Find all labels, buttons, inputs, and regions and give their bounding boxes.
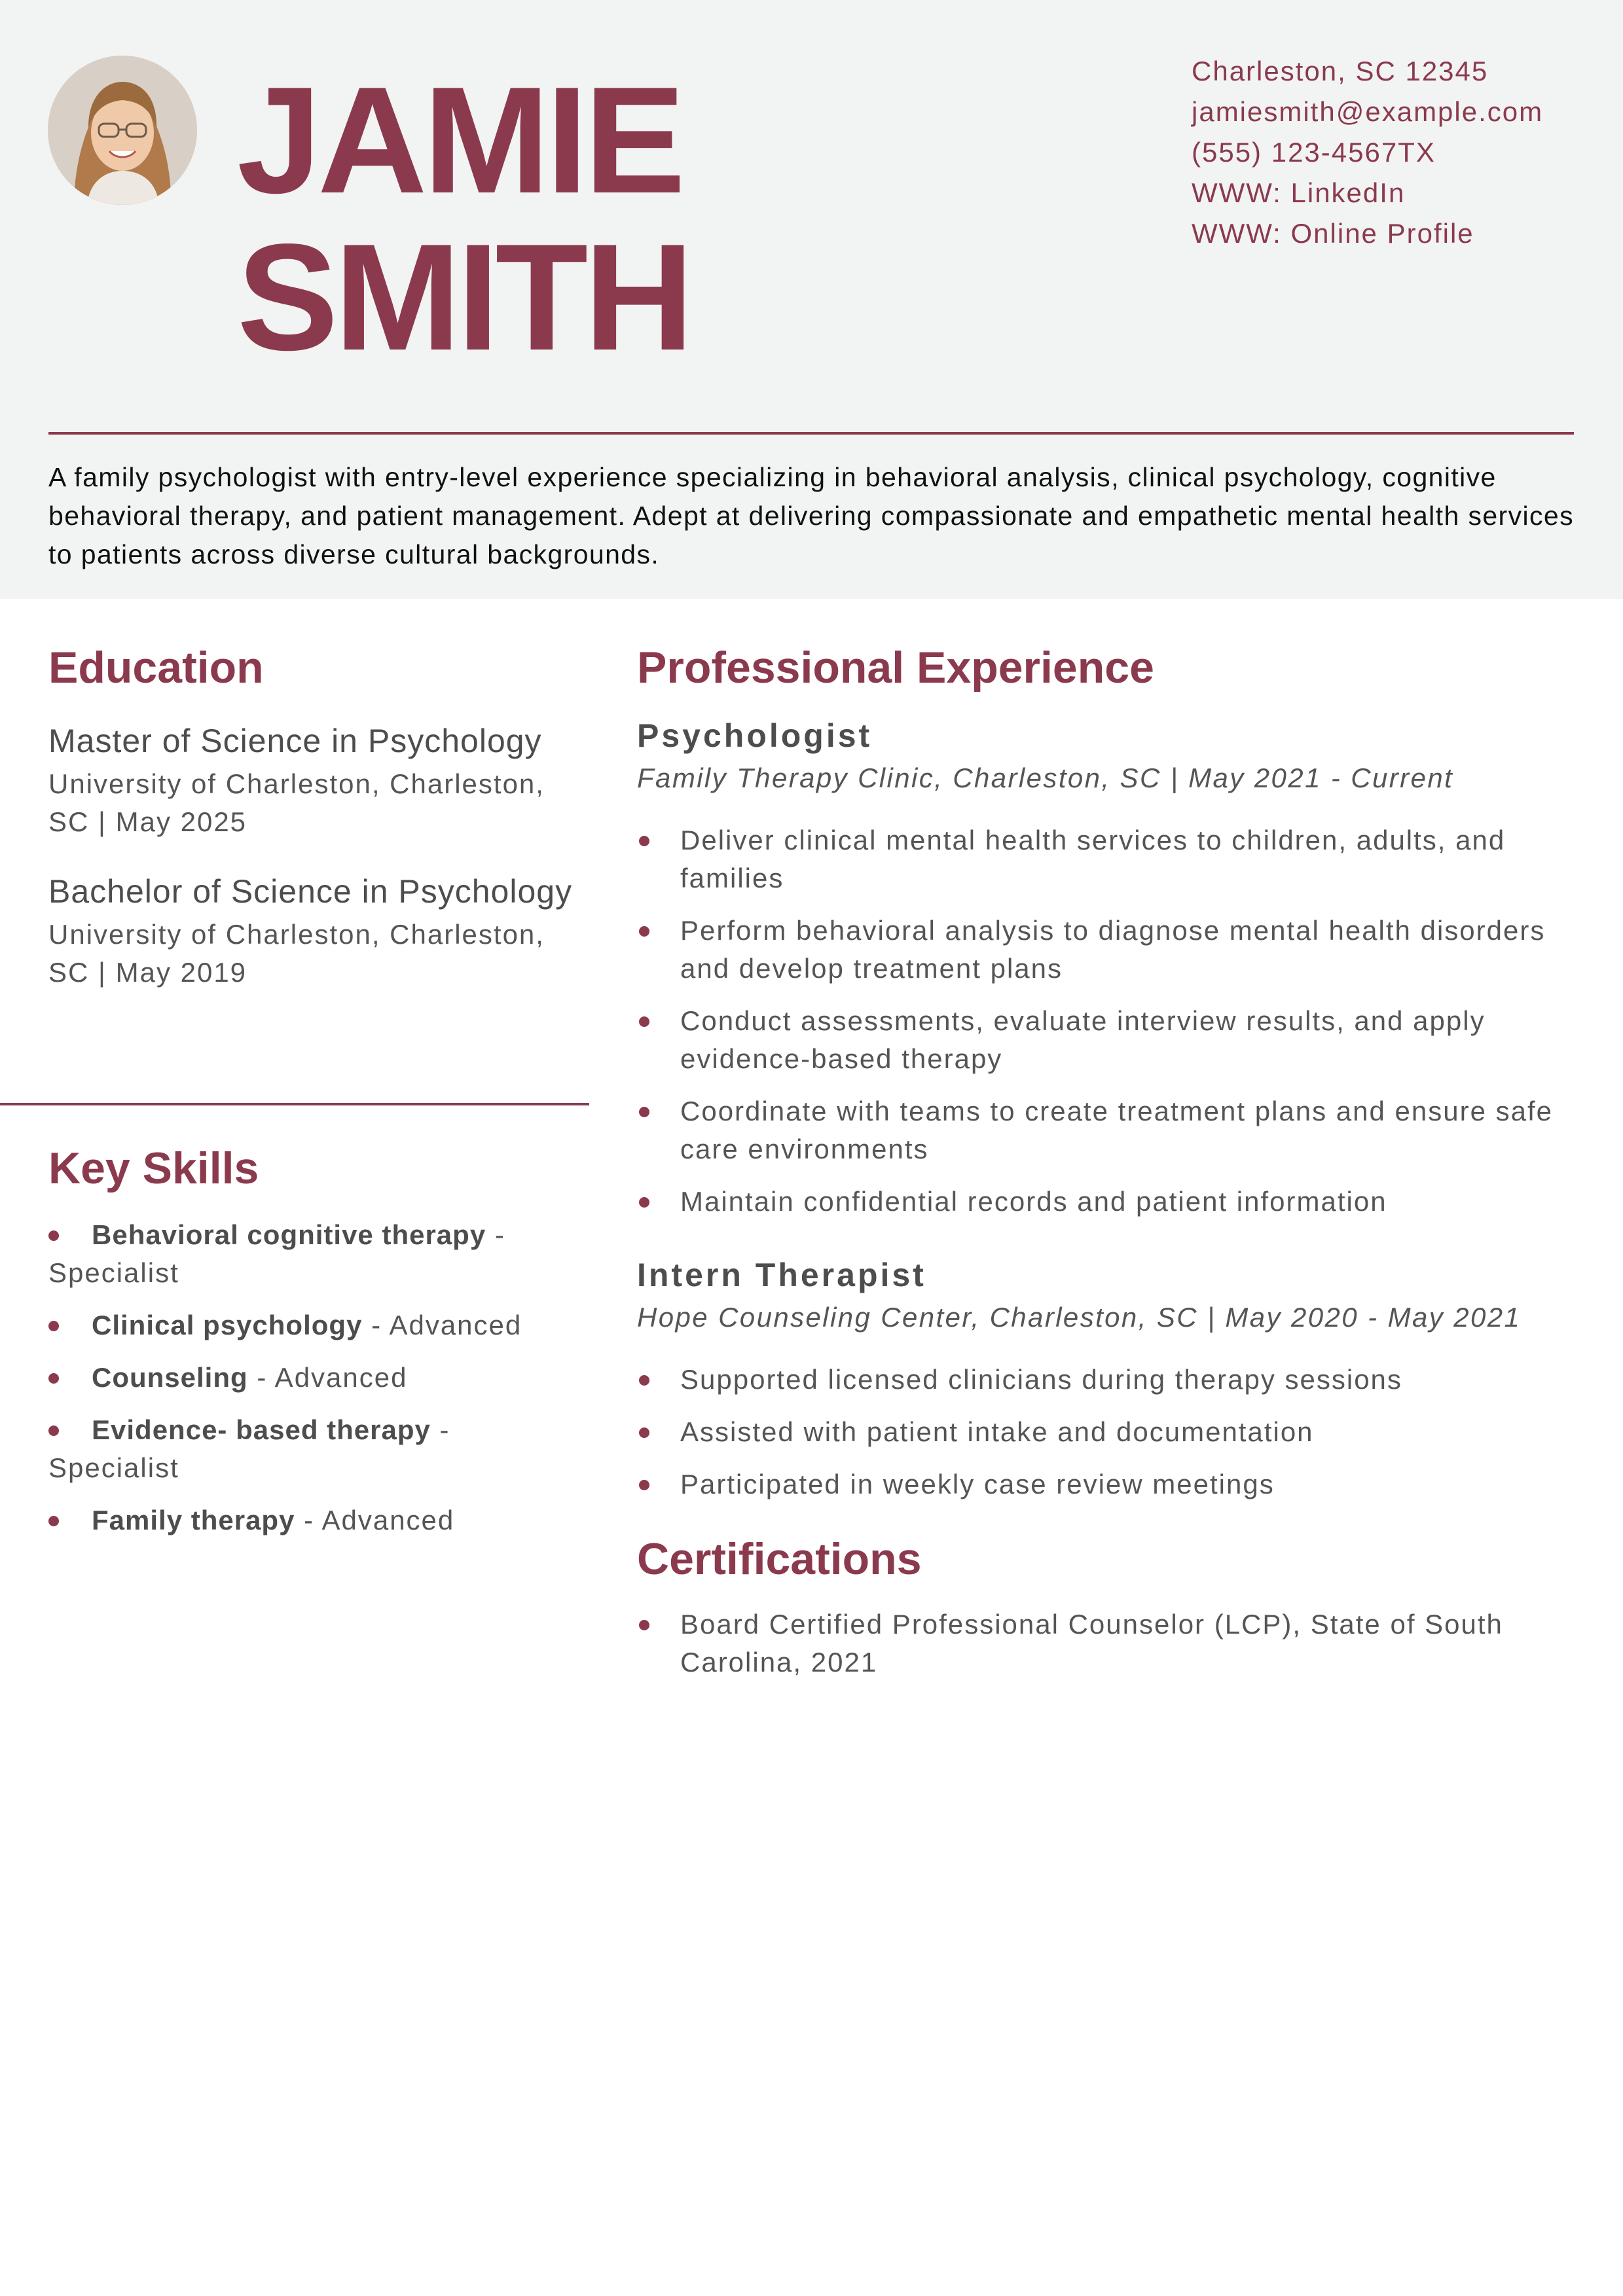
certifications-section bbox=[637, 1530, 1580, 1681]
bullet-dot-icon bbox=[639, 1197, 649, 1208]
profile-photo bbox=[48, 56, 197, 205]
professional-summary: A family psychologist with entry-level experience specializing in behavioral analysis, clinical psychology, cognitive behavioral therapy, and patient management. Adept at delivering compassionate and empathetic mental health services to patients across diverse cultural backgrounds. bbox=[48, 462, 1575, 569]
bullet-dot-icon bbox=[639, 1016, 649, 1027]
skill-name: Behavioral cognitive therapy bbox=[92, 1219, 486, 1250]
skill-item bbox=[48, 1359, 585, 1397]
left-column-divider bbox=[0, 1103, 589, 1105]
contact-phone[interactable]: (555) 123-4567TX bbox=[1192, 137, 1436, 168]
skill-level: - Advanced bbox=[247, 1362, 408, 1393]
bullet-dot-icon bbox=[48, 1373, 59, 1384]
job-meta: Family Therapy Clinic, Charleston, SC | May 2021 - Current bbox=[637, 762, 1454, 793]
skill-name: Counseling bbox=[92, 1362, 248, 1393]
skills-section bbox=[48, 1139, 585, 1539]
education-degree: Master of Science in Psychology bbox=[48, 723, 542, 759]
contact-email[interactable]: jamiesmith@example.com bbox=[1192, 96, 1544, 127]
education-school: University of Charleston, Charleston, SC | May 2025 bbox=[48, 768, 545, 837]
bullet-dot-icon bbox=[48, 1516, 59, 1526]
contact-online-profile[interactable]: WWW: Online Profile bbox=[1192, 218, 1474, 249]
skill-name: Clinical psychology bbox=[92, 1310, 363, 1340]
job-bullets bbox=[637, 1361, 1580, 1503]
job-bullets bbox=[637, 821, 1580, 1221]
job-bullet bbox=[637, 1002, 1580, 1078]
job-bullet bbox=[637, 1465, 1580, 1503]
job-bullet-text: Coordinate with teams to create treatment plans and ensure safe care environments bbox=[680, 1096, 1554, 1164]
bullet-dot-icon bbox=[48, 1230, 59, 1241]
job-entry bbox=[637, 713, 1580, 1221]
job-bullet bbox=[637, 1361, 1580, 1399]
job-bullet-text: Conduct assessments, evaluate interview results, and apply evidence-based therapy bbox=[680, 1005, 1486, 1074]
skill-level: - Specialist bbox=[48, 1414, 450, 1483]
skill-name: Family therapy bbox=[92, 1505, 295, 1535]
bullet-dot-icon bbox=[639, 1427, 649, 1438]
skill-item bbox=[48, 1216, 585, 1292]
job-bullet bbox=[637, 912, 1580, 988]
certification-text: Board Certified Professional Counselor (LCP), State of South Carolina, 2021 bbox=[680, 1609, 1503, 1677]
experience-section bbox=[637, 638, 1580, 1503]
last-name: SMITH bbox=[237, 213, 690, 382]
skill-level: - Advanced bbox=[295, 1505, 455, 1535]
job-meta: Hope Counseling Center, Charleston, SC | May 2020 - May 2021 bbox=[637, 1302, 1522, 1333]
skill-level: - Advanced bbox=[362, 1310, 522, 1340]
skill-item bbox=[48, 1501, 585, 1539]
skills-title: Key Skills bbox=[48, 1143, 259, 1193]
certifications-title: Certifications bbox=[637, 1534, 922, 1584]
header-band bbox=[0, 0, 1623, 599]
job-bullet bbox=[637, 1183, 1580, 1221]
job-bullet-text: Supported licensed clinicians during therapy sessions bbox=[680, 1364, 1402, 1395]
education-section bbox=[48, 638, 585, 992]
skill-item bbox=[48, 1306, 585, 1344]
education-degree: Bachelor of Science in Psychology bbox=[48, 873, 573, 910]
candidate-name bbox=[237, 56, 690, 382]
job-bullet-text: Maintain confidential records and patient information bbox=[680, 1186, 1387, 1217]
job-bullet-text: Perform behavioral analysis to diagnose mental health disorders and develop treatment plans bbox=[680, 915, 1546, 984]
certification-item bbox=[637, 1605, 1580, 1681]
avatar bbox=[48, 56, 197, 205]
job-entry bbox=[637, 1252, 1580, 1503]
contact-address: Charleston, SC 12345 bbox=[1192, 56, 1489, 86]
header-divider bbox=[48, 432, 1574, 435]
bullet-dot-icon bbox=[639, 1620, 649, 1630]
skill-level: - Specialist bbox=[48, 1219, 505, 1288]
experience-title: Professional Experience bbox=[637, 643, 1154, 692]
job-bullet-text: Participated in weekly case review meetings bbox=[680, 1469, 1275, 1499]
bullet-dot-icon bbox=[639, 836, 649, 846]
job-bullet bbox=[637, 821, 1580, 897]
skill-item bbox=[48, 1411, 585, 1487]
job-title: Intern Therapist bbox=[637, 1257, 926, 1293]
contact-linkedin[interactable]: WWW: LinkedIn bbox=[1192, 177, 1406, 208]
left-column bbox=[48, 638, 585, 1535]
job-bullet-text: Deliver clinical mental health services to children, adults, and families bbox=[680, 825, 1506, 893]
bullet-dot-icon bbox=[639, 1480, 649, 1490]
education-school: University of Charleston, Charleston, SC | May 2019 bbox=[48, 919, 545, 988]
bullet-dot-icon bbox=[639, 926, 649, 937]
bullet-dot-icon bbox=[639, 1107, 649, 1117]
job-bullet bbox=[637, 1092, 1580, 1168]
certifications-list bbox=[637, 1605, 1580, 1681]
education-item bbox=[48, 717, 585, 841]
job-title: Psychologist bbox=[637, 717, 873, 754]
skills-list bbox=[48, 1216, 585, 1539]
first-name: JAMIE bbox=[237, 56, 682, 225]
right-column bbox=[637, 638, 1580, 1681]
education-title: Education bbox=[48, 643, 264, 692]
bullet-dot-icon bbox=[48, 1426, 59, 1436]
job-bullet-text: Assisted with patient intake and documentation bbox=[680, 1416, 1314, 1447]
job-bullet bbox=[637, 1413, 1580, 1451]
education-item bbox=[48, 867, 585, 992]
bullet-dot-icon bbox=[639, 1375, 649, 1386]
bullet-dot-icon bbox=[48, 1321, 59, 1331]
contact-list bbox=[1192, 51, 1543, 254]
skill-name: Evidence- based therapy bbox=[92, 1414, 431, 1445]
